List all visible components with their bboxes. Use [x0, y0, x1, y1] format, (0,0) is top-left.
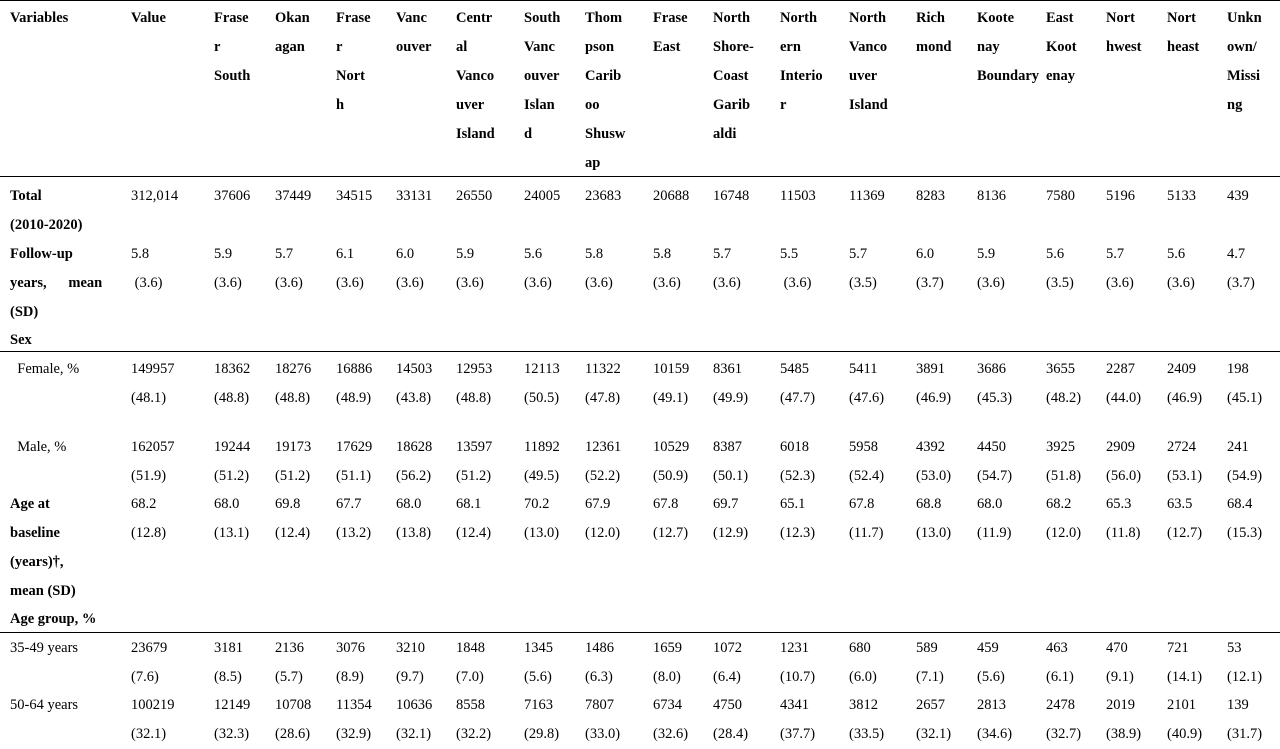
- table-cell: 198 (45.1): [1227, 361, 1263, 406]
- table-cell: 5485 (47.7): [780, 361, 816, 406]
- table-cell: 11322 (47.8): [585, 361, 621, 406]
- table-cell: 3076 (8.9): [336, 640, 365, 685]
- table-cell: 11892 (49.5): [524, 439, 560, 484]
- table-cell: 8283: [916, 188, 945, 204]
- table-cell: 2813 (34.6): [977, 697, 1013, 742]
- table-cell: 11503: [780, 188, 816, 204]
- table-cell: 3812 (33.5): [849, 697, 885, 742]
- table-cell: 2657 (32.1): [916, 697, 952, 742]
- table-cell: 6.0 (3.7): [916, 246, 944, 291]
- table-rule: [0, 0, 1280, 1]
- table-cell: 1345 (5.6): [524, 640, 553, 685]
- table-cell: 8387 (50.1): [713, 439, 749, 484]
- column-header: Frase East: [653, 10, 688, 55]
- table-cell: 1072 (6.4): [713, 640, 742, 685]
- table-cell: 5.7 (3.6): [275, 246, 303, 291]
- table-cell: 2287 (44.0): [1106, 361, 1142, 406]
- table-cell: 149957 (48.1): [131, 361, 175, 406]
- table-cell: 68.0 (13.8): [396, 496, 432, 541]
- table-cell: 19244 (51.2): [214, 439, 251, 484]
- table-cell: 8558 (32.2): [456, 697, 492, 742]
- table-cell: 11369: [849, 188, 885, 204]
- row-label: Sex: [10, 332, 32, 348]
- table-cell: 2019 (38.9): [1106, 697, 1142, 742]
- table-cell: 5.5 (3.6): [780, 246, 812, 291]
- table-cell: 8361 (49.9): [713, 361, 749, 406]
- table-cell: 5.6 (3.5): [1046, 246, 1074, 291]
- column-header: North Vanco uver Island: [849, 10, 888, 113]
- table-cell: 5.7 (3.5): [849, 246, 877, 291]
- table-cell: 23683: [585, 188, 622, 204]
- table-cell: 8136: [977, 188, 1006, 204]
- table-cell: 470 (9.1): [1106, 640, 1134, 685]
- table-cell: 2909 (56.0): [1106, 439, 1142, 484]
- table-cell: 3925 (51.8): [1046, 439, 1082, 484]
- table-cell: 18276 (48.8): [275, 361, 312, 406]
- table-cell: 2136 (5.7): [275, 640, 304, 685]
- table-cell: 16748: [713, 188, 750, 204]
- table-cell: 34515: [336, 188, 373, 204]
- table-cell: 68.2 (12.8): [131, 496, 167, 541]
- table-cell: 12149 (32.3): [214, 697, 251, 742]
- table-cell: 4450 (54.7): [977, 439, 1013, 484]
- row-label: Age group, %: [10, 611, 97, 627]
- table-cell: 37449: [275, 188, 312, 204]
- column-header: North ern Interio r: [780, 10, 823, 113]
- table-cell: 68.1 (12.4): [456, 496, 492, 541]
- table-cell: 5.9 (3.6): [456, 246, 484, 291]
- table-cell: 10708 (28.6): [275, 697, 312, 742]
- table-cell: 5133: [1167, 188, 1196, 204]
- table-cell: 10529 (50.9): [653, 439, 690, 484]
- table-cell: 589 (7.1): [916, 640, 944, 685]
- table-cell: 1659 (8.0): [653, 640, 682, 685]
- table-cell: 312,014: [131, 188, 179, 204]
- table-cell: 68.0 (11.9): [977, 496, 1012, 541]
- table-rule: [0, 632, 1280, 633]
- column-header: Vanc ouver: [396, 10, 432, 55]
- column-header: Frase r South: [214, 10, 251, 84]
- row-label: Follow-up years, mean (SD): [10, 246, 103, 320]
- column-header: Nort heast: [1167, 10, 1200, 55]
- table-cell: 139 (31.7): [1227, 697, 1263, 742]
- table-cell: 162057 (51.9): [131, 439, 175, 484]
- table-cell: 3891 (46.9): [916, 361, 952, 406]
- row-label: Male, %: [10, 439, 67, 455]
- table-cell: 12953 (48.8): [456, 361, 493, 406]
- table-cell: 16886 (48.9): [336, 361, 373, 406]
- column-header: East Koot enay: [1046, 10, 1077, 84]
- table-cell: 6018 (52.3): [780, 439, 816, 484]
- table-cell: 67.9 (12.0): [585, 496, 621, 541]
- column-header: Variables: [10, 10, 69, 26]
- table-cell: 5411 (47.6): [849, 361, 885, 406]
- table-cell: 100219 (32.1): [131, 697, 175, 742]
- row-label: Total (2010-2020): [10, 188, 83, 233]
- column-header: Koote nay Boundary: [977, 10, 1040, 84]
- table-cell: 5.6 (3.6): [1167, 246, 1195, 291]
- table-cell: 69.7 (12.9): [713, 496, 749, 541]
- table-cell: 20688: [653, 188, 690, 204]
- table-cell: 4392 (53.0): [916, 439, 952, 484]
- table-cell: 68.4 (15.3): [1227, 496, 1263, 541]
- table-cell: 53 (12.1): [1227, 640, 1263, 685]
- table-cell: 63.5 (12.7): [1167, 496, 1203, 541]
- table-cell: 680 (6.0): [849, 640, 877, 685]
- table-cell: 1848 (7.0): [456, 640, 485, 685]
- column-header: South Vanc ouver Islan d: [524, 10, 561, 142]
- row-label: 50-64 years: [10, 697, 79, 713]
- table-cell: 14503 (43.8): [396, 361, 433, 406]
- column-header: Thom pson Carib oo Shusw ap: [585, 10, 626, 171]
- table-cell: 65.3 (11.8): [1106, 496, 1141, 541]
- table-cell: 67.7 (13.2): [336, 496, 372, 541]
- table-cell: 23679 (7.6): [131, 640, 168, 685]
- table-cell: 2478 (32.7): [1046, 697, 1082, 742]
- table-cell: 10159 (49.1): [653, 361, 690, 406]
- table-cell: 6734 (32.6): [653, 697, 689, 742]
- table-cell: 463 (6.1): [1046, 640, 1074, 685]
- table-cell: 70.2 (13.0): [524, 496, 560, 541]
- table-cell: 24005: [524, 188, 561, 204]
- table-cell: 5.8 (3.6): [131, 246, 163, 291]
- row-label: Age at baseline (years)†, mean (SD): [10, 496, 76, 599]
- table-rule: [0, 351, 1280, 352]
- table-cell: 69.8 (12.4): [275, 496, 311, 541]
- table-cell: 4341 (37.7): [780, 697, 816, 742]
- table-cell: 1231 (10.7): [780, 640, 816, 685]
- table-cell: 2724 (53.1): [1167, 439, 1203, 484]
- column-header: North Shore- Coast Garib aldi: [713, 10, 754, 142]
- table-cell: 439: [1227, 188, 1249, 204]
- table-cell: 68.2 (12.0): [1046, 496, 1082, 541]
- table-cell: 19173 (51.2): [275, 439, 312, 484]
- table-cell: 68.0 (13.1): [214, 496, 250, 541]
- table-cell: 3181 (8.5): [214, 640, 243, 685]
- table-cell: 17629 (51.1): [336, 439, 373, 484]
- column-header: Rich mond: [916, 10, 952, 55]
- table-cell: 3210 (9.7): [396, 640, 425, 685]
- table-cell: 10636 (32.1): [396, 697, 433, 742]
- table-cell: 67.8 (12.7): [653, 496, 689, 541]
- table-cell: 37606: [214, 188, 251, 204]
- table-cell: 7580: [1046, 188, 1075, 204]
- table-cell: 33131: [396, 188, 433, 204]
- column-header: Value: [131, 10, 166, 26]
- table-cell: 6.0 (3.6): [396, 246, 424, 291]
- table-cell: 241 (54.9): [1227, 439, 1263, 484]
- table-cell: 68.8 (13.0): [916, 496, 952, 541]
- table-cell: 5958 (52.4): [849, 439, 885, 484]
- column-header: Nort hwest: [1106, 10, 1142, 55]
- table-cell: 4.7 (3.7): [1227, 246, 1255, 291]
- row-label: Female, %: [10, 361, 80, 377]
- table-cell: 721 (14.1): [1167, 640, 1203, 685]
- table-cell: 3655 (48.2): [1046, 361, 1082, 406]
- table-cell: 7163 (29.8): [524, 697, 560, 742]
- row-label: 35-49 years: [10, 640, 79, 656]
- table-cell: 13597 (51.2): [456, 439, 493, 484]
- column-header: Centr al Vanco uver Island: [456, 10, 495, 142]
- table-cell: 6.1 (3.6): [336, 246, 364, 291]
- table-cell: 5.9 (3.6): [977, 246, 1005, 291]
- column-header: Unkn own/ Missi ng: [1227, 10, 1262, 113]
- table-cell: 459 (5.6): [977, 640, 1005, 685]
- table-cell: 12361 (52.2): [585, 439, 622, 484]
- table-cell: 12113 (50.5): [524, 361, 560, 406]
- table-cell: 5.7 (3.6): [1106, 246, 1134, 291]
- table-cell: 7807 (33.0): [585, 697, 621, 742]
- table-rule: [0, 176, 1280, 177]
- table-cell: 1486 (6.3): [585, 640, 614, 685]
- table-cell: 5.8 (3.6): [653, 246, 681, 291]
- table-cell: 2409 (46.9): [1167, 361, 1203, 406]
- table-cell: 5.9 (3.6): [214, 246, 242, 291]
- table-cell: 5.8 (3.6): [585, 246, 613, 291]
- table-cell: 11354 (32.9): [336, 697, 372, 742]
- table-cell: 65.1 (12.3): [780, 496, 816, 541]
- table-cell: 5.7 (3.6): [713, 246, 741, 291]
- table-cell: 5196: [1106, 188, 1135, 204]
- table-cell: 18628 (56.2): [396, 439, 433, 484]
- column-header: Frase r Nort h: [336, 10, 371, 113]
- column-header: Okan agan: [275, 10, 310, 55]
- table-cell: 5.6 (3.6): [524, 246, 552, 291]
- table-cell: 67.8 (11.7): [849, 496, 884, 541]
- table-cell: 3686 (45.3): [977, 361, 1013, 406]
- table-cell: 2101 (40.9): [1167, 697, 1203, 742]
- table-cell: 26550: [456, 188, 493, 204]
- table-cell: 18362 (48.8): [214, 361, 251, 406]
- table-cell: 4750 (28.4): [713, 697, 749, 742]
